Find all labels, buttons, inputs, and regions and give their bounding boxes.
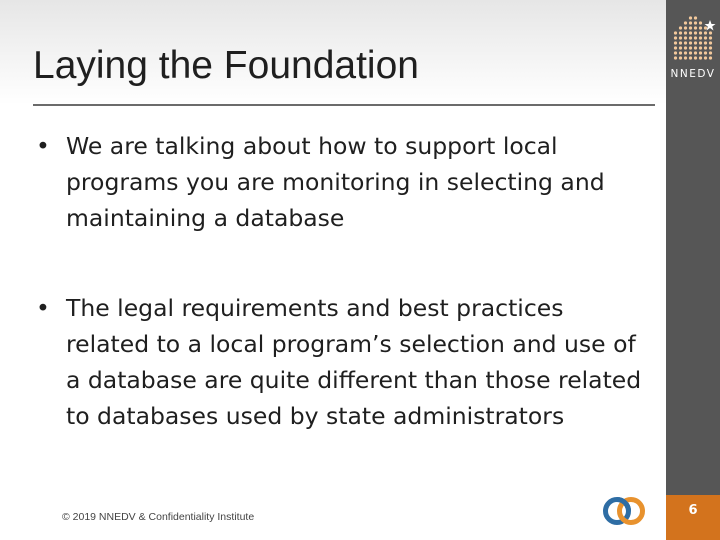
logo-dot — [684, 36, 687, 39]
logo-dot — [704, 41, 707, 44]
logo-dot — [704, 46, 707, 49]
logo-dot — [694, 36, 697, 39]
bullet-item — [34, 128, 644, 236]
logo-dot — [709, 36, 712, 39]
logo-dot — [684, 41, 687, 44]
logo-dot — [679, 36, 682, 39]
logo-dot — [679, 46, 682, 49]
logo-dot — [674, 41, 677, 44]
logo-dot — [689, 26, 692, 29]
logo-dot — [704, 56, 707, 59]
logo-dot — [694, 26, 697, 29]
logo-dot — [684, 46, 687, 49]
slide-content — [34, 128, 644, 434]
bullet-marker: • — [36, 294, 50, 322]
logo-dot — [699, 36, 702, 39]
logo-dot — [699, 51, 702, 54]
logo-dot — [689, 41, 692, 44]
logo-dot — [684, 31, 687, 34]
logo-dot — [674, 56, 677, 59]
bullet-marker: • — [36, 132, 50, 160]
logo-dot — [694, 51, 697, 54]
logo-dot — [689, 31, 692, 34]
logo-dot — [689, 21, 692, 24]
logo-dot — [679, 26, 682, 29]
logo-dot — [694, 46, 697, 49]
logo-dot — [684, 56, 687, 59]
logo-dot — [674, 46, 677, 49]
logo-dot — [699, 31, 702, 34]
logo-dot — [709, 31, 712, 34]
logo-dot — [694, 41, 697, 44]
logo-dot — [689, 16, 692, 19]
logo-dot — [694, 56, 697, 59]
logo-dot — [704, 31, 707, 34]
logo-dot — [684, 26, 687, 29]
logo-dot — [709, 41, 712, 44]
logo-dot — [699, 56, 702, 59]
slide-title: Laying the Foundation — [33, 44, 419, 87]
bullet-item — [34, 290, 644, 434]
logo-dot — [694, 21, 697, 24]
logo-dot — [709, 51, 712, 54]
logo-dot — [699, 46, 702, 49]
bullet-text: The legal requirements and best practices related to a local program’s selection and use of a database are quite different than those related to databases used by state administrators — [66, 294, 642, 430]
logo-dot — [699, 21, 702, 24]
logo-dot — [679, 56, 682, 59]
logo-dot — [704, 36, 707, 39]
logo-dot — [709, 46, 712, 49]
nnedv-logo-text: NNEDV — [670, 68, 716, 80]
title-divider — [33, 104, 655, 106]
footer-copyright: © 2019 NNEDV & Confidentiality Institute — [62, 511, 255, 523]
logo-dot — [704, 51, 707, 54]
logo-dot — [684, 51, 687, 54]
logo-dot — [674, 36, 677, 39]
logo-dot — [689, 46, 692, 49]
logo-dot — [699, 26, 702, 29]
logo-dot — [684, 21, 687, 24]
logo-dot — [679, 31, 682, 34]
logo-dot — [689, 56, 692, 59]
logo-dot — [704, 26, 707, 29]
logo-dot — [694, 31, 697, 34]
logo-dot — [694, 16, 697, 19]
logo-dot — [709, 56, 712, 59]
logo-dot — [689, 36, 692, 39]
logo-dot — [674, 31, 677, 34]
logo-dot — [699, 41, 702, 44]
interlocking-rings-icon — [602, 494, 646, 528]
logo-dot — [674, 51, 677, 54]
logo-dot — [679, 51, 682, 54]
page-number: 6 — [688, 503, 698, 518]
logo-dot — [689, 51, 692, 54]
logo-dot — [679, 41, 682, 44]
bullet-text: We are talking about how to support local programs you are monitoring in selecting and maintaining a database — [66, 132, 605, 232]
